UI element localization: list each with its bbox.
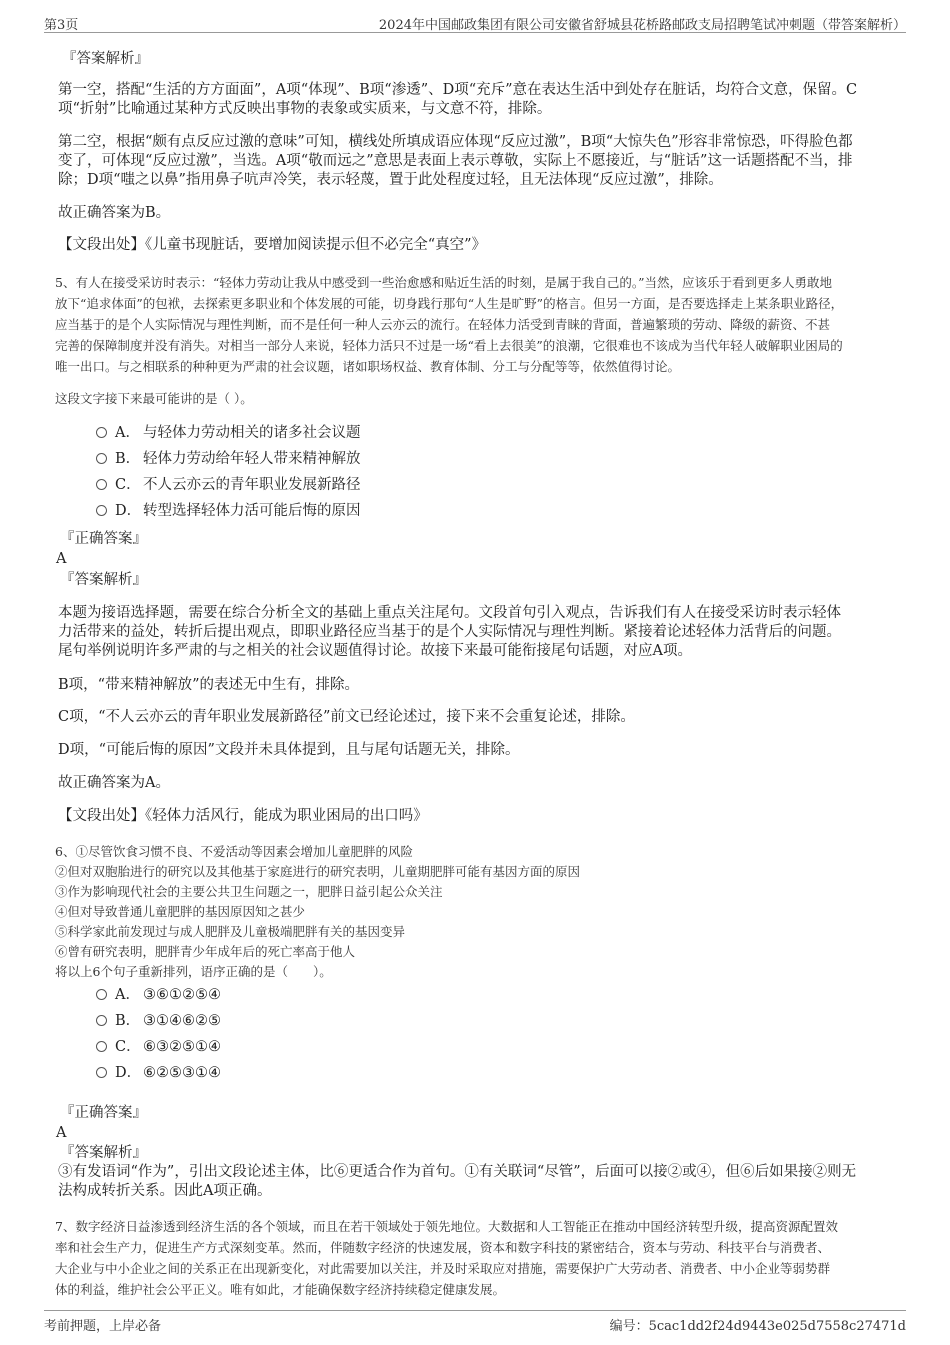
q5-analysis-heading: 『答案解析』 — [60, 572, 147, 588]
footer-slogan: 考前押题，上岸必备 — [44, 1319, 162, 1334]
radio-button[interactable] — [96, 479, 107, 490]
q6-sentence-5: ⑤科学家此前发现过与成人肥胖及儿童极端肥胖有关的基因变异 — [55, 924, 406, 939]
q6-answer-heading: 『正确答案』 — [60, 1105, 147, 1121]
q6-sentence-1: 6、①尽管饮食习惯不良、不爱活动等因素会增加儿童肥胖的风险 — [55, 844, 413, 859]
q7-stem-line4: 体的利益，维护社会公平正义。唯有如此，才能确保数字经济持续稳定健康发展。 — [55, 1282, 506, 1297]
q6-sentence-4: ④但对导致普通儿童肥胖的基因原因知之甚少 — [55, 904, 306, 919]
q6-analysis-heading: 『答案解析』 — [60, 1145, 147, 1161]
page-number: 第3页 — [44, 18, 79, 33]
q6-analysis-line2: 法构成转折关系。因此A项正确。 — [58, 1183, 272, 1199]
q6-sentence-3: ③作为影响现代社会的主要公共卫生问题之一，肥胖日益引起公众关注 — [55, 884, 443, 899]
q6-option-a[interactable]: A． ③⑥①②⑤④ — [96, 984, 221, 1006]
page-header — [44, 10, 906, 33]
q5-question: 这段文字接下来最可能讲的是（ ）。 — [55, 391, 253, 406]
q6-option-c[interactable]: C． ⑥③②⑤①④ — [96, 1036, 221, 1058]
radio-button[interactable] — [96, 1067, 107, 1078]
q7-stem-line3: 大企业与中小企业之间的关系正在出现新变化，对此需要加以关注，并及时采取应对措施，需要保护广大劳动者、消费者、中小企业等弱势群 — [55, 1261, 831, 1276]
q5-stem-line3: 应当基于的是个人实际情况与理性判断，而不是任何一种人云亦云的流行。在轻体力活受到青睐的背面，普遍繁琐的劳动、降级的薪资、不甚 — [55, 317, 831, 332]
q5-stem-line2: 放下“追求体面”的包袱，去探索更多职业和个体发展的可能，切身践行那句“人生是旷野”的格言。但另一方面，是否要选择走上某条职业路径， — [55, 296, 844, 311]
radio-button[interactable] — [96, 427, 107, 438]
q6-option-b[interactable]: B． ③①④⑥②⑤ — [96, 1010, 221, 1032]
q5-option-b[interactable]: B． 轻体力劳动给年轻人带来精神解放 — [96, 448, 361, 470]
q4-analysis-p2-line3: 除；D项“嗤之以鼻”指用鼻子吭声冷笑，表示轻蔑，置于此处程度过轻，且无法体现“反应过激”，排除。 — [58, 172, 723, 188]
page-footer — [44, 1310, 906, 1333]
q5-answer: A — [56, 551, 67, 567]
q7-stem-line2: 率和社会生产力，促进生产方式深刻变革。然而，伴随数字经济的快速发展，资本和数字科技的紧密结合，资本与劳动、科技平台与消费者、 — [55, 1240, 831, 1255]
q5-analysis-line3: 尾句举例说明许多严肃的与之相关的社会议题值得讨论。故接下来最可能衔接尾句话题，对应A项。 — [58, 643, 692, 659]
q6-answer: A — [56, 1125, 67, 1141]
q4-analysis-p1-line2: 项“折射”比喻通过某种方式反映出事物的表象或实质来，与文意不符，排除。 — [58, 101, 552, 117]
q6-analysis-line1: ③有发语词“作为”，引出文段论述主体，比⑥更适合作为首句。①有关联词“尽管”，后面可以接②或④，但⑥后如果接②则无 — [58, 1164, 857, 1180]
document-id: 编号：5cac1dd2f24d9443e025d7558c27471d — [609, 1319, 906, 1334]
q5-analysis-b: B项，“带来精神解放”的表述无中生有，排除。 — [58, 677, 359, 693]
analysis-heading: 『答案解析』 — [62, 51, 149, 67]
q5-option-d[interactable]: D． 转型选择轻体力活可能后悔的原因 — [96, 500, 361, 522]
q5-analysis-line2: 力活带来的益处，转折后提出观点，即职业路径应当基于的是个人实际情况与理性判断。紧接着论述轻体力活背后的问题。 — [58, 624, 841, 640]
q5-answer-heading: 『正确答案』 — [60, 531, 147, 547]
q4-analysis-p1-line1: 第一空，搭配“生活的方方面面”，A项“体现”、B项“渗透”、D项“充斥”意在表达生活中到处存在脏话，均符合文意，保留。C — [58, 82, 858, 98]
q6-sentence-6: ⑥曾有研究表明，肥胖青少年成年后的死亡率高于他人 — [55, 944, 356, 959]
q6-sentence-2: ②但对双胞胎进行的研究以及其他基于家庭进行的研究表明，儿童期肥胖可能有基因方面的原因 — [55, 864, 581, 879]
document-title: 2024年中国邮政集团有限公司安徽省舒城县花桥路邮政支局招聘笔试冲刺题（带答案解析） — [378, 18, 906, 33]
radio-button[interactable] — [96, 1015, 107, 1026]
radio-button[interactable] — [96, 1041, 107, 1052]
q4-source: 【文段出处】《儿童书现脏话，要增加阅读提示但不必完全“真空”》 — [58, 237, 487, 253]
radio-button[interactable] — [96, 453, 107, 464]
q4-analysis-p2-line2: 变了，可体现“反应过激”，当选。A项“敬而远之”意思是表面上表示尊敬，实际上不愿接近，与“脏话”这一话题搭配不当，排 — [58, 153, 853, 169]
radio-button[interactable] — [96, 989, 107, 1000]
q5-stem-line5: 唯一出口。与之相联系的种种更为严肃的社会议题，诸如职场权益、教育体制、分工与分配等等，依然值得讨论。 — [55, 359, 681, 374]
q6-question: 将以上6个句子重新排列，语序正确的是（ ）。 — [55, 964, 332, 979]
q6-option-d[interactable]: D． ⑥②⑤③①④ — [96, 1062, 221, 1084]
q4-conclusion: 故正确答案为B。 — [58, 205, 171, 221]
q5-analysis-c: C项，“不人云亦云的青年职业发展新路径”前文已经论述过，接下来不会重复论述，排除。 — [58, 709, 635, 725]
q5-analysis-d: D项，“可能后悔的原因”文段并未具体提到，且与尾句话题无关，排除。 — [58, 742, 520, 758]
q5-option-a[interactable]: A． 与轻体力劳动相关的诸多社会议题 — [96, 422, 361, 444]
radio-button[interactable] — [96, 505, 107, 516]
q7-stem-line1: 7、数字经济日益渗透到经济生活的各个领域，而且在若干领域处于领先地位。大数据和人工智能正在推动中国经济转型升级，提高资源配置效 — [55, 1219, 838, 1234]
q5-conclusion: 故正确答案为A。 — [58, 775, 170, 791]
q5-analysis-line1: 本题为接语选择题，需要在综合分析全文的基础上重点关注尾句。文段首句引入观点，告诉我们有人在接受采访时表示轻体 — [58, 605, 841, 621]
q5-option-c[interactable]: C． 不人云亦云的青年职业发展新路径 — [96, 474, 361, 496]
q4-analysis-p2-line1: 第二空，根据“颇有点反应过激的意味”可知，横线处所填成语应体现“反应过激”，B项“大惊失色”形容非常惊恐，吓得脸色都 — [58, 134, 853, 150]
q5-stem-line4: 完善的保障制度并没有消失。对相当一部分人来说，轻体力活只不过是一场“看上去很美”的浪潮，它很难也不该成为当代年轻人破解职业困局的 — [55, 338, 843, 353]
q5-source: 【文段出处】《轻体力活风行，能成为职业困局的出口吗》 — [58, 808, 428, 824]
q5-stem-line1: 5、有人在接受采访时表示：“轻体力劳动让我从中感受到一些治愈感和贴近生活的时刻，是属于我自己的。”当然，应该乐于看到更多人勇敢地 — [55, 275, 832, 290]
